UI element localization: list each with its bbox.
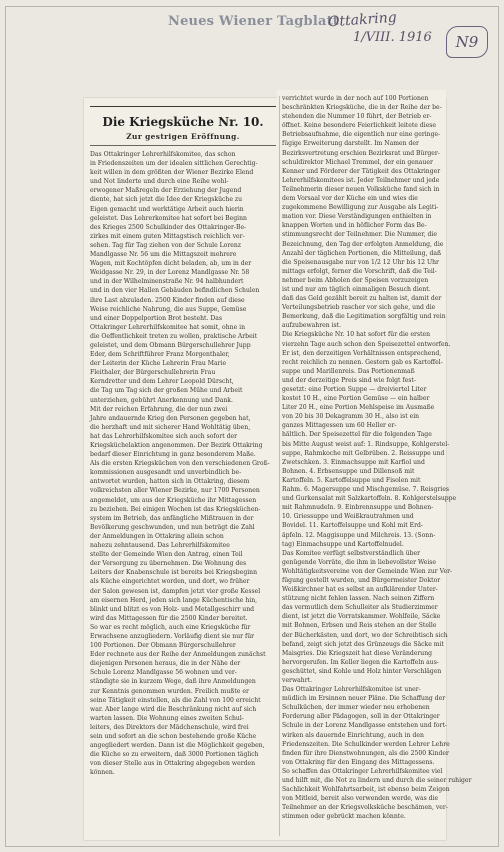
text-line: hat das Lehrerhilfskomitee sich auch sofort der	[90, 432, 238, 440]
text-line: stimmen oder gebrückt machen könnte.	[282, 813, 406, 821]
text-line: suppe, Rahmkoche mit Gelbrüben. 2. Reissuppe und	[282, 449, 445, 457]
text-line: seine Tätigkeit einstellen, als die Zahl von 100 erreicht	[90, 696, 261, 704]
text-line: dient, ist jetzt die Vorratskammer. Wohlfeile, Säcke	[282, 613, 441, 621]
text-line: ständigte sie in kurzem Wege, daß ihre Anmeldungen	[90, 678, 256, 686]
text-line: Schule in der Lorenz Mandlgasse entstehen und fort-	[282, 722, 447, 730]
text-line: Maisgries. Die Kriegszeit hat diese Veränderung	[282, 649, 433, 657]
text-line: Kenner und Förderer der Tätigkeit des Ottakringer	[282, 167, 441, 175]
text-line: So war es recht möglich, auch eine Kriegsküche für	[90, 623, 251, 631]
text-line: die Küche so zu erweitern, daß 3000 Portionen täglich	[90, 751, 259, 759]
text-line: mation vor. Diese Verständigungen enthielten in	[282, 213, 432, 221]
text-line: volkreichsten aller Wiener Bezirke, nur 1700 Personen	[90, 487, 260, 495]
text-line: Bevölkerung geschwunden, und nun beträgt die Zahl	[90, 523, 255, 531]
text-line: als Küche eingerichtet worden, und dort, wo früher	[90, 578, 250, 586]
text-line: Die Kriegsküche Nr. 10 hat sofort für die ersten	[282, 331, 431, 339]
text-line: warten lassen. Die Wohnung eines zweiten Schul-	[90, 714, 244, 722]
handwritten-date: 1/VIII. 1916	[353, 30, 432, 45]
text-line: sehen. Tag für Tag ziehen von der Schule Lorenz	[90, 241, 242, 249]
text-line: Das Ottakringer Lehrerhilfskomitee ist uner-	[282, 686, 421, 694]
text-line: beschränkten Kriegsküche, die in der Reihe der be-	[282, 104, 442, 112]
text-line: keit willen in dem größten der Wiener Bezirke Elend	[90, 169, 254, 177]
text-line: und der derzeitige Preis sind wie folgt fest-	[282, 376, 416, 384]
text-line: leiters, des Direktors der Mädchenschule, wird frei	[90, 723, 249, 731]
text-line: suppe und Marillenreis. Das Portionenmaß	[282, 367, 415, 375]
text-line: hältlich. Der Speisezettel für die folgenden Tage	[282, 431, 432, 439]
text-line: antwortet wurden, hatten sich in Ottakring, diesem	[90, 478, 250, 486]
text-line: Betriebsaufnahme, die eigentlich nur eine geringe-	[282, 131, 441, 139]
text-line: ganzes Mittagessen um 60 Heller er-	[282, 422, 397, 430]
text-line: Mandlgasse Nr. 56 um die Mittagszeit mehrere	[90, 251, 237, 259]
text-line: schuldirektor Michael Tremmel, der ein genauer	[282, 158, 433, 166]
text-line: Erwachsene anzugliedern. Vorläufig dient sie nur für	[90, 632, 255, 640]
text-line: Bezirksvertretung erschien Bezirksrat und Bürger-	[282, 149, 440, 157]
text-line: der Anmeldungen in Ottakring allein schon	[90, 532, 224, 540]
text-line: und Gurkensalat mit Salzkartoffeln. 8. Kohlgerstelsuppe	[282, 495, 457, 503]
text-line: system im Betrieb, das anfängliche Mißtrauen in der	[90, 514, 254, 522]
text-line: zur Kenntnis genommen wurden. Freilich mußte er	[90, 687, 249, 695]
text-line: unterziehen, gebührt Anerkennung und Dank.	[90, 396, 233, 404]
text-line: Eder rechnete aus der Reihe der Anmeldungen zunächst	[90, 651, 266, 659]
text-line: finden für ihre Dienstwohnungen, als die 2500 Kinder	[282, 749, 449, 757]
text-line: die herzhaft und mit sicherer Hand Wohltätig üben,	[90, 423, 251, 431]
text-line: knappen Worten und in höflicher Form das Be-	[282, 222, 427, 230]
text-line: stehenden die Nummer 10 führt, der Betrieb er-	[282, 113, 432, 121]
text-line: erwogener Maßregeln der Erziehung der Jugend	[90, 187, 242, 195]
text-line: tag) Einmachsuppe und Kartoffelnudel.	[282, 540, 404, 548]
text-line: Rahm. 6. Magersuppe und Mischgemüse. 7. Reisgries	[282, 486, 450, 494]
text-line: Schulküchen, der immer wieder neu erhobenen	[282, 704, 430, 712]
text-line: Anzahl der täglichen Portionen, die Mitteilung, daß	[282, 249, 442, 257]
text-line: öffnet. Keine besondere Feierlichkeit leitete diese	[282, 122, 437, 130]
text-line: 100 Portionen. Der Obmann Bürgerschullehrer	[90, 642, 236, 650]
text-line: hervorgerufen. Im Keller liegen die Kartoffeln aus-	[282, 658, 439, 666]
text-line: bedarf dieser Einrichtung in ganz besonderem Maße.	[90, 451, 256, 459]
text-line: Schule Lorenz Mandlgasse 56 wohnen und ver-	[90, 669, 237, 677]
text-line: Bohnen. 4. Erbsensuppe und Dillensoß mit	[282, 467, 415, 475]
text-line: ihre Last abzuladen. 2500 Kinder finden auf diese	[90, 296, 245, 304]
text-line: und in der Wilhelminenstraße Nr. 94 halbhundert	[90, 278, 244, 286]
text-line: wird das Mittagessen für die 2500 Kinder bereitet.	[90, 614, 248, 622]
text-line: Kriegsküchelaktion angenommen. Der Bezirk Ottakring	[90, 442, 263, 449]
text-line: Friedenszeiten. Die Schulkinder werden Lehrer Lehre	[282, 740, 450, 748]
text-line: der Versorgung zu übernehmen. Die Wohnung des	[90, 560, 247, 568]
text-line: der Bücherkästen, und dort, wo der Schreibtisch sich	[282, 631, 448, 639]
text-line: vierzehn Tage auch schon den Speisezettel entworfen.	[282, 340, 451, 348]
text-line: des Krieges 2500 Schulkinder des Ottakringer-Be-	[90, 223, 247, 231]
text-line: Mit der reichen Erfahrung, die der nun zwei	[90, 405, 228, 413]
text-line: Kartoffeln. 5. Kartoffelsuppe und Fisolen mit	[282, 476, 421, 484]
text-line: können.	[90, 769, 115, 777]
text-line: Er ist, den derzeitigen Verhältnissen entsprechend,	[282, 349, 442, 357]
text-line: Ottakringer Lehrerhilfskomitee hat somit, ohne in	[90, 323, 245, 331]
text-line: die Tag um Tag sich der großen Mühe und Arbeit	[90, 387, 243, 395]
text-line: ist und nur am täglich einmaligen Besuch dient.	[282, 285, 431, 293]
text-line: Liter 20 H., eine Portion Mehlspeise im Ausmaße	[282, 404, 435, 412]
text-line: Leiters der Knabenschule ist bereits bei Kriegsbeginn	[90, 569, 258, 577]
text-line: Zwetschken. 3. Einmachsuppe mit Karfiol und	[282, 458, 425, 466]
text-line: zu beziehen. Bei einigen Wochen ist das Kriegsküchen-	[90, 505, 261, 513]
text-line: der Leiterin der Küche Lehrerin Frau Marie	[90, 360, 227, 368]
text-line: war. Aber lange wird die Beschränkung nicht auf sich	[90, 705, 257, 713]
text-line: und einer Doppelportion Brot besteht. Das	[90, 314, 222, 322]
text-line: und hilft mit, die Not zu lindern und durch die seiner ruhiger	[282, 777, 472, 785]
text-line: diejenigen Personen heraus, die in der Nähe der	[90, 660, 241, 668]
text-line: mittags erfolgt, ferner die Vorschrift, daß die Teil-	[282, 267, 437, 275]
text-line: blinkt und blitzt es von Holz- und Metallgeschirr und	[90, 605, 255, 613]
article-left-column	[90, 150, 276, 777]
text-line: Verteilungsbetrieb rascher vor sich gehe, und die	[282, 304, 436, 312]
text-line: verrichtet wurde in der noch auf 100 Portionen	[282, 95, 429, 102]
text-line: Fleithaler, der Bürgerschullehrerin Frau	[90, 369, 216, 377]
text-line: gesetzt: eine Portion Suppe — dreiviertel Liter	[282, 386, 427, 393]
text-line: kommissionen ausgesandt und unverbindlich be-	[90, 469, 242, 477]
text-line: von Mitleid, bereit also verwenden werde, was die	[282, 795, 439, 803]
text-line: mit Rahmnudeln. 9. Einbrennsuppe und Bohnen-	[282, 504, 434, 512]
text-line: Bezeichnung, den Tag der erfolgten Anmeldung, die	[282, 240, 444, 248]
text-line: verwahrt.	[282, 677, 313, 684]
text-line: zugekommene Bewilligung zur Ausgabe als Legiti-	[282, 204, 439, 212]
text-line: stimmungsrecht der Teilnehmer. Die Nummer, die	[282, 231, 437, 239]
text-line: zirkes mit einem guten Mittagstisch reichlich ver-	[90, 232, 245, 240]
text-line: am eisernen Herd, jeden sich lange Küchentische hin,	[90, 596, 258, 604]
text-line: wirken als dauernde Einrichtung, auch in den	[282, 731, 424, 739]
text-line: geschüttet, sind Kohle und Holz hinter Verschlägen	[282, 667, 442, 675]
text-line: geleistet, und dem Obmann Bürgerschullehrer Jupp	[90, 341, 251, 349]
text-line: Weise reichliche Nahrung, die aus Suppe, Gemüse	[90, 305, 247, 313]
text-line: Jahre andauernde Krieg den Personen gegeben hat,	[90, 414, 251, 422]
text-line: müdlich im Ersinnen neuer Pläne. Die Schaffung der	[282, 695, 446, 703]
text-line: nahezu zehntausend. Das Lehrerhilfskomitee	[90, 542, 230, 550]
text-line: die Oeffentlichkeit treten zu wollen, praktische Arbeit	[90, 332, 258, 340]
article-title: Die Kriegsküche Nr. 10.	[102, 115, 264, 129]
text-line: fügige Erweiterung darstellt. Im Namen der	[282, 140, 419, 148]
text-line: Bovidel. 11. Kartoffelsuppe und Kohl mit Erd-	[282, 522, 423, 530]
text-line: angegliedert werden. Dann ist die Möglichkeit gegeben,	[90, 742, 265, 750]
text-line: stellte der Gemeinde Wien den Antrag, einen Teil	[90, 551, 243, 559]
text-line: Kerndretter und dem Lehrer Leopold Dürscht,	[90, 378, 234, 386]
text-line: daß das Geld gezählt bereit zu halten ist, damit der	[282, 295, 442, 303]
text-line: fügung gestellt wurden, und Bürgermeister Doktor	[282, 576, 441, 584]
text-line: Wagen, mit Kochtöpfen dicht beladen, ab, um in der	[90, 260, 252, 268]
text-line: das vermutlich dem Schulleiter als Studierzimmer	[282, 604, 438, 612]
text-line: Bemerkung, daß die Legitimation sorgfältig und rein	[282, 313, 446, 321]
text-line: Teilnehmer an der Kriegsvolksküche beschämen, ver-	[282, 804, 448, 812]
text-line: mit Bohnen, Erbsen und Reis stehen an der Stelle	[282, 622, 437, 630]
text-line: nehmer beim Abholen der Speisen vorzuzeigen	[282, 276, 429, 284]
text-line: genügende Vorräte, die ihm in liebevollster Weise	[282, 558, 437, 566]
archive-number: N9	[446, 26, 488, 58]
text-line: Als die ersten Kriegsküchen von den verschiedenen Groß-	[90, 460, 270, 468]
headline-rule-bottom	[90, 145, 276, 146]
text-line: Eder, dem Schriftführer Franz Morgenthaler,	[90, 351, 230, 359]
text-line: geleistet. Das Lehrerkomitee hat sofort bei Beginn	[90, 214, 247, 222]
text-line: und in den vier Hallen Gebäuden befindlichen Schulen	[90, 287, 260, 295]
newspaper-stamp: Neues Wiener Tagblatt	[168, 14, 340, 29]
text-line: angemeldet, um aus der Kriegsküche ihr Mittagessen	[90, 496, 257, 504]
text-line: Eigen gemacht und werktätige Arbeit auch hierin	[90, 205, 244, 213]
text-line: Das Komitee verfügt selbstverständlich über	[282, 549, 421, 557]
handwritten-place: Ottakring	[327, 9, 398, 31]
text-line: äpfeln. 12. Maggisuppe und Milchreis. 13. (Sonn-	[282, 531, 436, 539]
text-line: Weißkirchner hat es selbst an aufklärender Unter-	[282, 586, 438, 594]
text-line: aufzubewahren ist.	[282, 322, 342, 330]
text-line: Wohltätigkeitsvereine von der Gemeinde Wien zur Ver-	[282, 567, 453, 575]
text-line: der Salon gewesen ist, dampfen jetzt vier große Kessel	[90, 587, 261, 595]
article-subtitle: Zur gestrigen Eröffnung.	[126, 132, 240, 141]
text-line: diente, hat sich jetzt die Idee der Kriegsküche zu	[90, 196, 243, 204]
text-line: sein und sofort an die schon bestehende große Küche	[90, 733, 257, 740]
text-line: Lehrerhilfskomitees ist. Jeder Teilnehmer und jede	[282, 176, 440, 184]
text-line: 10. Griessuppe und Weißkrautrahmen und	[282, 513, 414, 521]
text-line: Das Ottakringer Lehrerhilfskomitee, das schon	[90, 151, 236, 158]
text-line: und Not linderte und durch eine Reihe wohl-	[90, 178, 229, 186]
text-line: Sachlichkeit Wohlfahrtsarbeit, ist ebenso beim Zeigen	[282, 786, 450, 794]
text-line: von Ottakring für den Eingang des Mittagessens.	[282, 758, 435, 766]
text-line: dem Vorsaal vor der Küche ein und wies die	[282, 195, 418, 203]
text-line: Forderung aller Pädagogen, soll in der Ottakringer	[282, 713, 440, 721]
headline-rule-top	[90, 106, 276, 107]
column-divider	[279, 96, 280, 836]
text-line: die Speisenausgabe nur von 1/2 12 Uhr bis 12 Uhr	[282, 258, 439, 266]
text-line: kostet 10 H., eine Portion Gemüse — ein halber	[282, 395, 430, 403]
text-line: bis Mitte August weist auf: 1. Rindsuppe, Kohlgerstel-	[282, 440, 450, 448]
text-line: von 20 bis 30 Dekagramm 30 H., also ist ein	[282, 413, 420, 421]
text-line: Teilnehmerin dieser neuen Volksküche fand sich in	[282, 185, 440, 193]
article-right-column	[282, 94, 472, 822]
text-line: von dieser Stelle aus in Ottakring abgegeben werden	[90, 760, 256, 768]
text-line: stützung nicht fehlen lassen. Nach seinen Ziffern	[282, 595, 435, 603]
text-line: So schaffen das Ottakringer Lehrerhilfskomitee viel	[282, 767, 443, 775]
text-line: befand, zeigt sich jetzt des Grünzeugs die Säcke mit	[282, 640, 444, 648]
text-line: recht reichlich zu nennen. Gestern gab es Kartoffel-	[282, 358, 443, 366]
text-line: in Friedenszeiten um der idealen sittlichen Gerechtig-	[90, 160, 258, 168]
text-line: Weidgasse Nr. 29, in der Lorenz Mandlgasse Nr. 58	[90, 269, 250, 277]
